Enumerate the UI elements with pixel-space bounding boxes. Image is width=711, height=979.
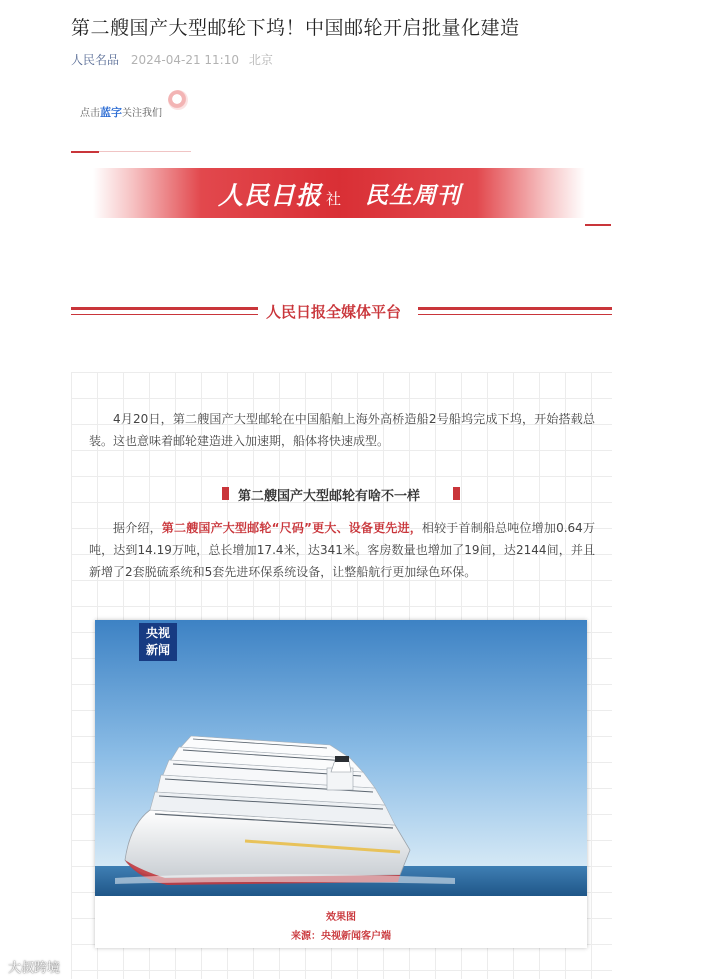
header-banner bbox=[93, 168, 585, 218]
para2-rest: 相较于首制船总吨位增加0.64万吨，达到14.19万吨，总长增加17.4米，达341米。客房数量也增加了19间，达2144间，并且新增了2套脱硫系统和5套先进环保系统设备，让整船航行更加绿色环保。 bbox=[89, 521, 595, 579]
platform-bar-left bbox=[71, 307, 258, 315]
body-paragraph-2 bbox=[89, 517, 595, 583]
body-paragraph-1: 4月20日，第二艘国产大型邮轮在中国船舶上海外高桥造船2号船坞完成下坞，开始搭载总装。这也意味着邮轮建造进入加速期，船体将快速成型。 bbox=[89, 412, 595, 448]
publish-location: 北京 bbox=[248, 53, 273, 67]
platform-heading bbox=[71, 300, 612, 324]
divider-accent bbox=[71, 151, 99, 153]
banner-magazine: 民生周刊 bbox=[365, 183, 461, 209]
banner-brand-text: 人民日报 bbox=[218, 181, 323, 210]
platform-label: 人民日报全媒体平台 bbox=[266, 303, 402, 321]
source-account-link[interactable]: 人民名品 bbox=[71, 53, 120, 67]
para2-highlight: 第二艘国产大型邮轮“尺码”更大、设备更先进， bbox=[161, 521, 422, 535]
article-title: 第二艘国产大型邮轮下坞！中国邮轮开启批量化建造 bbox=[71, 17, 520, 39]
cruise-ship-image[interactable] bbox=[95, 620, 587, 896]
cctv-logo-bottom: 新闻 bbox=[145, 643, 170, 657]
follow-blue-word: 蓝字 bbox=[100, 106, 122, 119]
subhead-text: 第二艘国产大型邮轮有啥不一样 bbox=[238, 489, 421, 504]
article-meta bbox=[71, 51, 279, 68]
publish-datetime: 2024-04-21 11:10 bbox=[130, 53, 239, 67]
image-caption: 效果图 bbox=[326, 912, 356, 923]
follow-dot-icon bbox=[168, 90, 188, 110]
follow-prefix: 点击 bbox=[80, 108, 100, 119]
subhead-marker-left bbox=[222, 487, 229, 500]
section-subheading bbox=[220, 484, 462, 504]
divider-accent-right bbox=[585, 224, 611, 226]
platform-bar-right bbox=[418, 307, 612, 315]
divider-thin bbox=[99, 151, 191, 152]
image-credit: 来源：央视新闻客户端 bbox=[291, 931, 391, 942]
subhead-marker-right bbox=[453, 487, 460, 500]
follow-prompt[interactable] bbox=[80, 104, 162, 120]
cctv-logo-top: 央视 bbox=[145, 626, 170, 640]
para2-prefix: 据介绍， bbox=[113, 521, 162, 535]
banner-brand bbox=[218, 176, 342, 212]
watermark-text: 大叔跨境 bbox=[8, 961, 61, 976]
follow-suffix: 关注我们 bbox=[122, 108, 162, 119]
cruise-ship-illustration bbox=[95, 620, 587, 896]
image-card bbox=[95, 620, 587, 948]
banner-brand-suffix: 社 bbox=[326, 190, 343, 208]
cctv-news-logo bbox=[139, 623, 177, 661]
